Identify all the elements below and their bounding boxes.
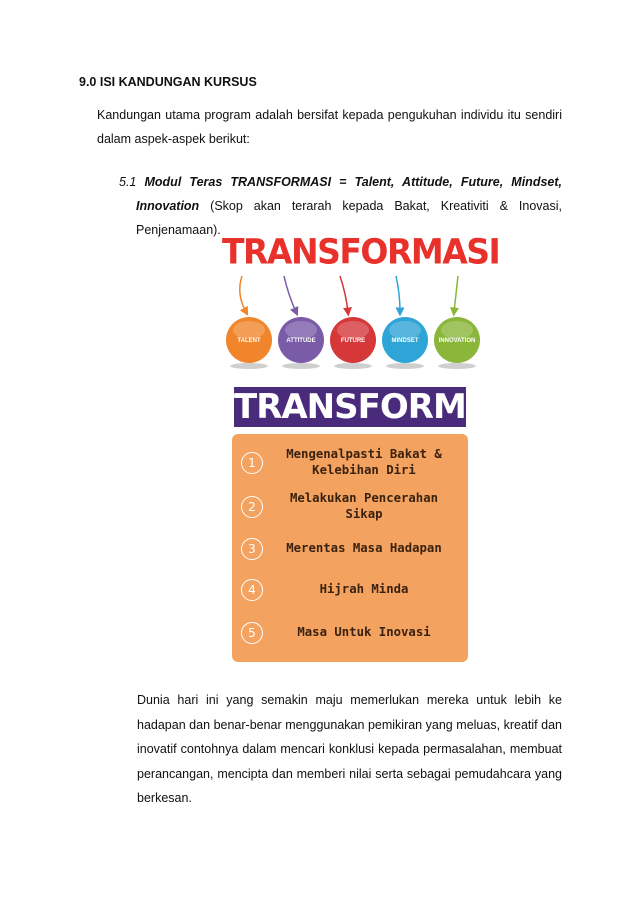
figure2-title: TRANSFORMASI xyxy=(234,387,527,427)
item-number-badge: 1 xyxy=(241,452,263,474)
modul-title-cont: Innovation xyxy=(136,199,200,213)
circle-label: MINDSET xyxy=(391,338,419,344)
section-heading: 9.0 ISI KANDUNGAN KURSUS xyxy=(79,75,257,89)
item-text xyxy=(266,446,462,478)
circle-talent xyxy=(226,317,272,369)
modul-title-line xyxy=(119,170,562,194)
body-paragraph: Dunia hari ini yang semakin maju memerlukan mereka untuk lebih ke hadapan dan benar-benar menggunakan pemikiran yang meluas, kreatif dan inovatif contohnya dalam mencari konklusi kepada permasalahan, membuat perancangan, mencipta dan memberi nilai serta sebagai pemudahcara yang berkesan. xyxy=(137,693,562,805)
transformasi-circles-figure xyxy=(222,231,500,372)
circle-mindset xyxy=(382,317,428,369)
figure1-title: TRANSFORMASI xyxy=(222,231,500,272)
arrow-talent xyxy=(240,276,246,312)
item-text-line1: Merentas Masa Hadapan xyxy=(286,541,442,555)
item-text xyxy=(266,624,462,640)
circle-label: ATTITUDE xyxy=(286,338,316,344)
transformasi-list-box xyxy=(232,434,468,662)
circle-label: INNOVATION xyxy=(438,338,476,344)
circle-future xyxy=(330,317,376,369)
figure1-arrows xyxy=(240,276,458,312)
figure1-graphic xyxy=(222,231,500,372)
item-number-badge: 5 xyxy=(241,622,263,644)
arrow-mindset xyxy=(396,276,400,312)
arrow-innovation xyxy=(454,276,458,312)
item-text-line1: Mengenalpasti Bakat & xyxy=(286,447,442,461)
circle-label: TALENT xyxy=(237,338,261,344)
item-number-badge: 3 xyxy=(241,538,263,560)
modul-description: (Skop akan terarah kepada Bakat, Kreativiti & Inovasi, Penjenamaan). xyxy=(136,199,562,237)
item-text-line2: Kelebihan Diri xyxy=(312,463,416,477)
circle-attitude xyxy=(278,317,324,369)
figure1-circles xyxy=(226,317,480,369)
modul-number: 5.1 xyxy=(119,175,137,189)
intro-paragraph: Kandungan utama program adalah bersifat kepada pengukuhan individu itu sendiri dalam aspek-aspek berikut: xyxy=(97,108,562,146)
item-number-badge: 4 xyxy=(241,579,263,601)
item-text xyxy=(266,581,462,597)
item-text-line2: Sikap xyxy=(345,507,383,521)
circle-label: FUTURE xyxy=(340,338,366,344)
circle-innovation xyxy=(434,317,480,369)
modul-title: Modul Teras TRANSFORMASI = Talent, Attitude, Future, Mindset, xyxy=(144,175,562,189)
arrow-future xyxy=(340,276,348,312)
item-text xyxy=(266,540,462,556)
item-text-line1: Masa Untuk Inovasi xyxy=(297,625,431,639)
item-text-line1: Hijrah Minda xyxy=(319,582,409,596)
item-text xyxy=(266,490,462,522)
arrow-attitude xyxy=(284,276,296,312)
item-number-badge: 2 xyxy=(241,496,263,518)
item-text-line1: Melakukan Pencerahan xyxy=(289,491,439,505)
